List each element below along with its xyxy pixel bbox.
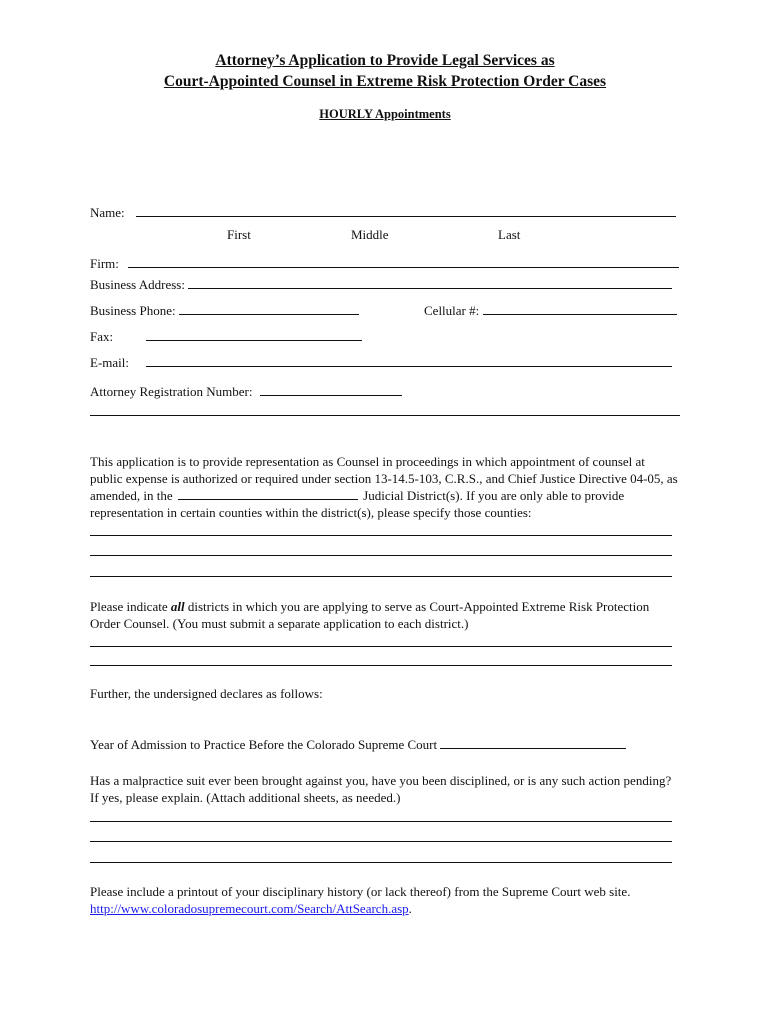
districts-paragraph <box>90 599 680 632</box>
email-row <box>90 354 129 371</box>
printout-text: Please include a printout of your disciplinary history (or lack thereof) from the Supreme Court web site. <box>90 884 631 899</box>
email-field[interactable] <box>146 354 672 367</box>
admission-row <box>90 736 680 754</box>
email-field-wrap <box>146 354 672 371</box>
phone-label: Business Phone: <box>90 303 176 318</box>
cellular-label: Cellular #: <box>424 303 480 318</box>
address-field[interactable] <box>188 276 672 289</box>
judicial-district-field[interactable] <box>178 487 358 500</box>
para1-text-b: Judicial District(s). If you are only able to provide representation in certain counties within the district(s), please specify those counties: <box>90 488 625 520</box>
para1-text-a: This application is to provide representation as Counsel in proceedings in which appointment of counsel at public expense is authorized or required under section 13-14.5-103, C.R.S., and Chief Justice Directive 04-05, as amended, in the <box>90 454 678 503</box>
fax-label: Fax: <box>90 329 114 344</box>
name-middle-hint: Middle <box>351 227 389 242</box>
title-line-1: Attorney’s Application to Provide Legal Services as <box>215 52 555 69</box>
name-row <box>90 204 676 221</box>
para2-text-a: Please indicate <box>90 599 171 614</box>
admission-label: Year of Admission to Practice Before the Colorado Supreme Court <box>90 737 438 752</box>
firm-label: Firm: <box>90 256 119 271</box>
counties-line-1[interactable] <box>90 534 672 536</box>
phone-row <box>90 302 359 319</box>
fax-field[interactable] <box>146 328 362 341</box>
malpractice-line-3[interactable] <box>90 861 672 863</box>
printout-paragraph <box>90 884 680 917</box>
name-field[interactable] <box>136 204 676 217</box>
phone-field[interactable] <box>179 302 359 315</box>
declaration-intro: Further, the undersigned declares as follows: <box>90 686 323 701</box>
form-subtitle: HOURLY Appointments <box>319 107 451 121</box>
para2-text-b: districts in which you are applying to serve as Court-Appointed Extreme Risk Protection Order Counsel. (You must submit a separate application to each district.) <box>90 599 650 631</box>
section-divider <box>90 415 680 416</box>
representation-paragraph <box>90 454 680 521</box>
malpractice-line-2[interactable] <box>90 840 672 842</box>
admission-year-field[interactable] <box>440 736 626 749</box>
districts-line-1[interactable] <box>90 645 672 647</box>
fax-row <box>90 328 113 345</box>
malpractice-question: Has a malpractice suit ever been brought against you, have you been disciplined, or is any such action pending? If yes, please explain. (Attach additional sheets, as needed.) <box>90 773 672 805</box>
districts-line-2[interactable] <box>90 664 672 666</box>
cellular-row <box>424 302 677 319</box>
email-label: E-mail: <box>90 355 129 370</box>
form-title <box>0 50 770 92</box>
fax-field-wrap <box>146 328 362 345</box>
registration-row <box>90 383 402 400</box>
address-label: Business Address: <box>90 277 185 292</box>
cellular-field[interactable] <box>483 302 677 315</box>
counties-line-3[interactable] <box>90 575 672 577</box>
malpractice-line-1[interactable] <box>90 820 672 822</box>
title-line-2: Court-Appointed Counsel in Extreme Risk Protection Order Cases <box>163 73 607 90</box>
name-label: Name: <box>90 205 125 220</box>
supreme-court-link[interactable]: http://www.coloradosupremecourt.com/Search/AttSearch.asp <box>90 900 409 916</box>
link-period: . <box>408 900 412 916</box>
firm-row <box>90 255 679 272</box>
name-first-hint: First <box>227 227 251 242</box>
para2-emphasis: all <box>170 599 185 614</box>
firm-field[interactable] <box>128 255 679 268</box>
registration-label: Attorney Registration Number: <box>90 384 253 399</box>
counties-line-2[interactable] <box>90 554 672 556</box>
address-row <box>90 276 672 293</box>
name-last-hint: Last <box>498 227 521 242</box>
registration-field[interactable] <box>260 383 402 396</box>
